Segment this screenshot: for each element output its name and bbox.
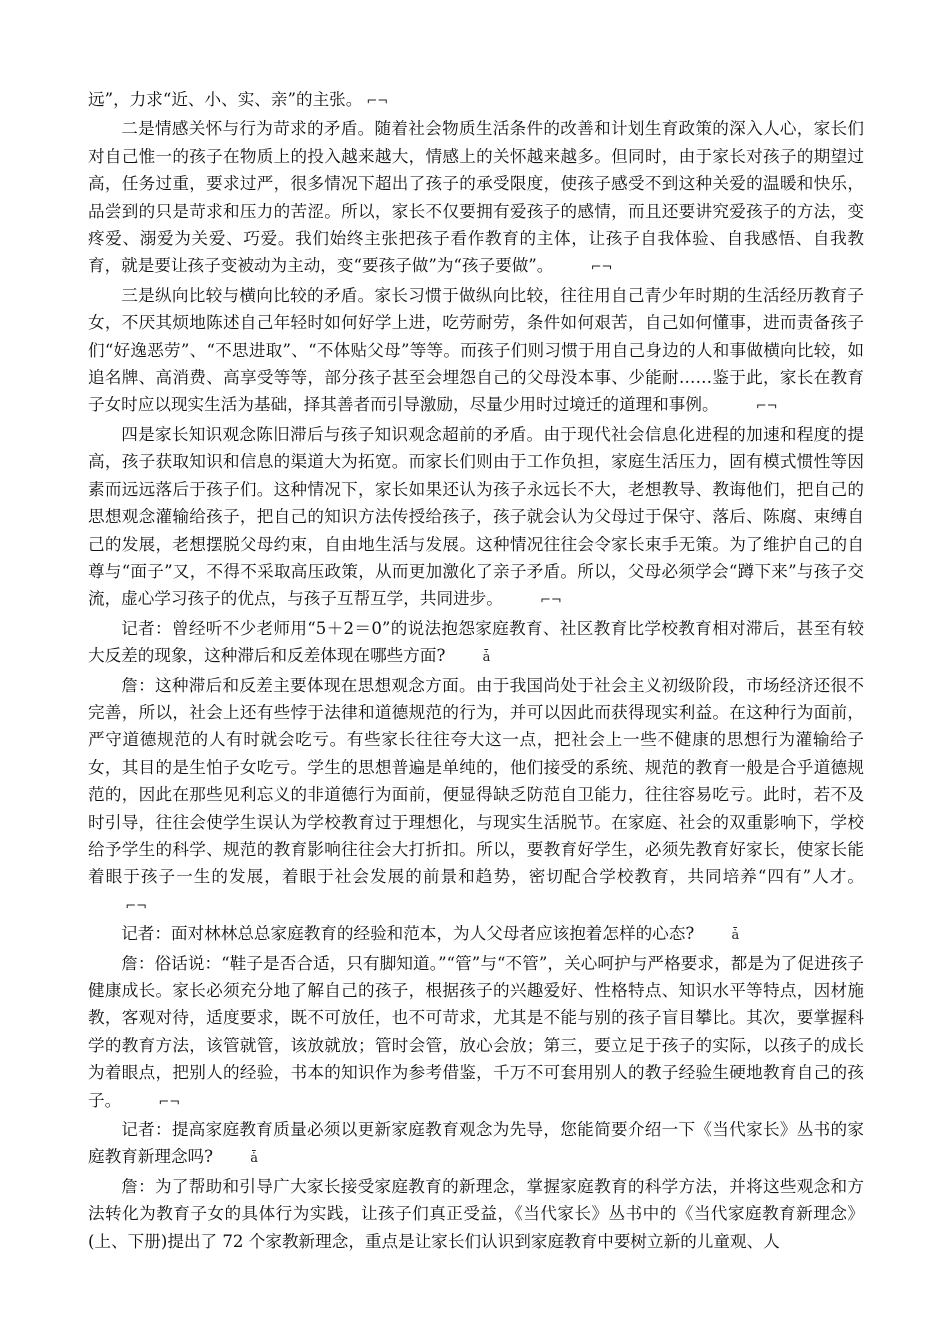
paragraph-mark: ǡ [250, 1151, 259, 1167]
paragraph-text: 记者：面对林林总总家庭教育的经验和范本，为人父母者应该抱着怎样的心态? [121, 924, 695, 944]
paragraph-mark: ⌐¬ [540, 593, 562, 609]
paragraph-9 [88, 1116, 864, 1173]
paragraph-7 [88, 920, 864, 949]
document-page [88, 86, 864, 1255]
paragraph-mark: ǡ [731, 928, 740, 944]
paragraph-10 [88, 1173, 864, 1255]
paragraph-mark: ⌐¬ [158, 1094, 181, 1110]
paragraph-3 [88, 282, 864, 421]
paragraph-text: 记者：提高家庭教育质量必须以更新家庭教育观念为先导，您能简要介绍一下《当代家长》丛书的家庭教育新理念吗? [88, 1120, 864, 1167]
paragraph-8 [88, 950, 864, 1116]
paragraph-6 [88, 672, 864, 921]
paragraph-2 [88, 115, 864, 281]
paragraph-text: 记者：曾经听不少老师用“5＋2＝0”的说法抱怨家庭教育、社区教育比学校教育相对滞后，甚至有较大反差的现象，这种滞后和反差体现在哪些方面? [88, 618, 864, 666]
paragraph-mark: ⌐¬ [366, 94, 389, 109]
paragraph-text: 詹：这种滞后和反差主要体现在思想观念方面。由于我国尚处于社会主义初级阶段，市场经济还很不完善，所以，社会上还有些悖于法律和道德规范的行为，并可以因此而获得现实利益。在这种行为面前，严守道德规范的人有时就会吃亏。有些家长往往夸大这一点，把社会上一些不健康的思想行为灌输给子女，其目的是生怕子女吃亏。学生的思想普遍是单纯的，他们接受的系统、规范的教育一般是合乎道德规范的，因此在那些见利忘义的非道德行为面前，便显得缺乏防范自卫能力，往往容易吃亏。此时，若不及时引导，往往会使学生误认为学校教育过于理想化，与现实生活脱节。在家庭、社会的双重影响下，学校给予学生的科学、规范的教育影响往往会大打折扣。所以，要教育好学生，必须先教育好家长，使家长能着眼于孩子一生的发展，着眼于社会发展的前景和趋势，密切配合学校教育，共同培养“四有”人才。 [88, 675, 864, 887]
paragraph-mark: ⌐¬ [125, 898, 147, 914]
paragraph-text: 远”，力求“近、小、实、亲”的主张。 [88, 90, 363, 109]
paragraph-text: 四是家长知识观念陈旧滞后与孩子知识观念超前的矛盾。由于现代社会信息化进程的加速和程度的提高，孩子获取知识和信息的渠道大为拓宽。而家长们则由于工作负担，家庭生活压力，固有模式惯性等因素而远远落后于孩子们。这种情况下，家长如果还认为孩子永远长不大，老想教导、教诲他们，把自己的思想观念灌输给孩子，把自己的知识方法传授给孩子，孩子就会认为父母过于保守、落后、陈腐、束缚自己的发展，老想摆脱父母约束，自由地生活与发展。这种情况往往会令家长束手无策。为了维护自己的自尊与“面子”又，不得不采取高压政策，从而更加激化了亲子矛盾。所以，父母必须学会“蹲下来”与孩子交流，虚心学习孩子的优点，与孩子互帮互学，共同进步。 [88, 424, 864, 609]
paragraph-text: 詹：俗话说：“鞋子是否合适，只有脚知道。”“管”与“不管”，关心呵护与严格要求，都是为了促进孩子健康成长。家长必须充分地了解自己的孩子，根据孩子的兴趣爱好、性格特点、知识水平等特点，因材施教，客观对待，适度要求，既不可放任，也不可苛求，尤其是不能与别的孩子盲目攀比。其次，要掌握科学的教育方法，该管就管，该放就放；管时会管，放心会放；第三，要立足于孩子的实际，以孩子的成长为着眼点，把别人的经验，书本的知识作为参考借鉴，千万不可套用别人的教子经验生硬地教育自己的孩子。 [88, 953, 864, 1110]
paragraph-1 [88, 86, 864, 115]
paragraph-mark: ⌐¬ [755, 399, 778, 415]
paragraph-mark: ǡ [482, 650, 491, 666]
paragraph-text: 三是纵向比较与横向比较的矛盾。家长习惯于做纵向比较，往往用自己青少年时期的生活经历教育子女，不厌其烦地陈述自己年轻时如何好学上进，吃劳耐劳，条件如何艰苦，自己如何懂事，进而责备孩子们“好逸恶劳”、“不思进取”、“不体贴父母”等等。而孩子们则习惯于用自己身边的人和事做横向比较，如追名牌、高消费、高享受等等，部分孩子甚至会埋怨自己的父母没本事、少能耐……鉴于此，家长在教育子女时应以现实生活为基础，择其善者而引导激励，尽量少用时过境迁的道理和事例。 [88, 285, 864, 415]
paragraph-text: 二是情感关怀与行为苛求的矛盾。随着社会物质生活条件的改善和计划生育政策的深入人心，家长们对自己惟一的孩子在物质上的投入越来越大，情感上的关怀越来越多。但同时，由于家长对孩子的期望过高，任务过重，要求过严，很多情况下超出了孩子的承受限度，使孩子感受不到这种关爱的温暖和快乐，品尝到的只是苛求和压力的苦涩。所以，家长不仅要拥有爱孩子的感情，而且还要讲究爱孩子的方法，变疼爱、溺爱为关爱、巧爱。我们始终主张把孩子看作教育的主体，让孩子自我体验、自我感悟、自我教育，就是要让孩子变被动为主动，变“要孩子做”为“孩子要做”。 [88, 119, 864, 276]
paragraph-text: 詹：为了帮助和引导广大家长接受家庭教育的新理念，掌握家庭教育的科学方法，并将这些观念和方法转化为教育子女的具体行为实践，让孩子们真正受益，《当代家长》丛书中的《当代家庭教育新理念》(上、下册)提出了 72 个家教新理念，重点是让家长们认识到家庭教育中要树立新的儿童观、人 [88, 1176, 864, 1251]
paragraph-4 [88, 421, 864, 615]
paragraph-mark: ⌐¬ [590, 260, 613, 276]
paragraph-5 [88, 615, 864, 672]
